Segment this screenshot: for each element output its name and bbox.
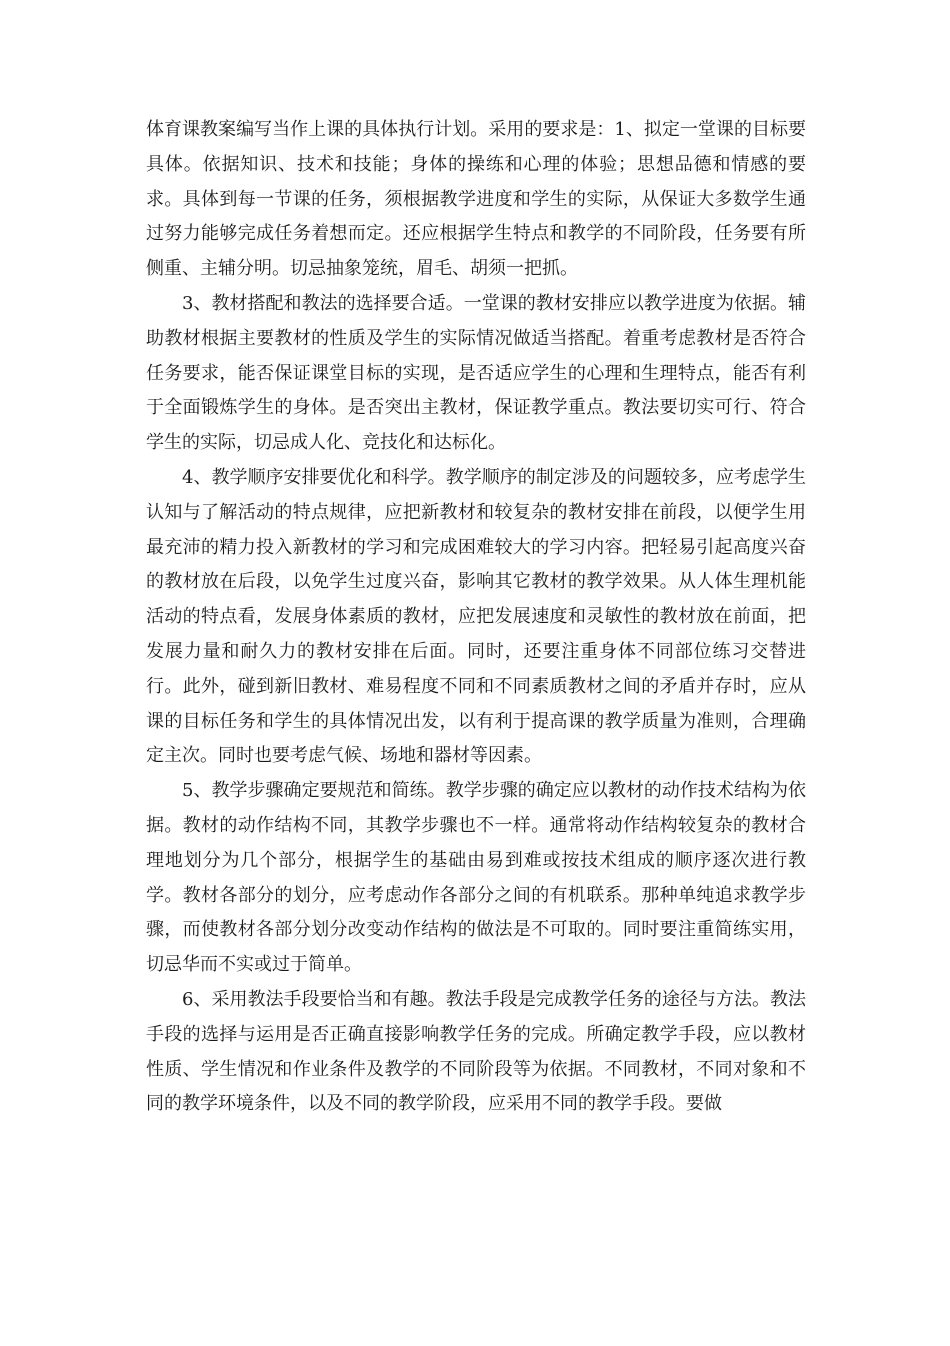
paragraph-teaching-means: 6、采用教法手段要恰当和有趣。教法手段是完成教学任务的途径与方法。教法手段的选择与运用是否正确直接影响教学任务的完成。所确定教学手段，应以教材性质、学生情况和作业条件及教学的不同阶段等为依据。不同教材，不同对象和不同的教学环境条件，以及不同的教学阶段，应采用不同的教学手段。要做 [146, 988, 806, 1115]
paragraph-materials-methods: 3、教材搭配和教法的选择要合适。一堂课的教材安排应以教学进度为依据。辅助教材根据主要教材的性质及学生的实际情况做适当搭配。着重考虑教材是否符合任务要求，能否保证课堂目标的实现，是否适应学生的心理和生理特点，能否有利于全面锻炼学生的身体。是否突出主教材，保证教学重点。教法要切实可行、符合学生的实际，切忌成人化、竞技化和达标化。 [146, 292, 806, 454]
paragraph-teaching-order: 4、教学顺序安排要优化和科学。教学顺序的制定涉及的问题较多，应考虑学生认知与了解活动的特点规律，应把新教材和较复杂的教材安排在前段，以便学生用最充沛的精力投入新教材的学习和完成困难较大的学习内容。把轻易引起高度兴奋的教材放在后段，以免学生过度兴奋，影响其它教材的教学效果。从人体生理机能活动的特点看，发展身体素质的教材，应把发展速度和灵敏性的教材放在前面，把发展力量和耐久力的教材安排在后面。同时，还要注重身体不同部位练习交替进行。此外，碰到新旧教材、难易程度不同和不同素质教材之间的矛盾并存时，应从课的目标任务和学生的具体情况出发，以有利于提高课的教学质量为准则，合理确定主次。同时也要考虑气候、场地和器材等因素。 [146, 466, 806, 767]
document-page [146, 113, 806, 1122]
paragraph-continuation-goals: 体育课教案编写当作上课的具体执行计划。采用的要求是：1、拟定一堂课的目标要具体。依据知识、技术和技能；身体的操练和心理的体验；思想品德和情感的要求。具体到每一节课的任务，须根据教学进度和学生的实际，从保证大多数学生通过努力能够完成任务着想而定。还应根据学生特点和教学的不同阶段，任务要有所侧重、主辅分明。切忌抽象笼统，眉毛、胡须一把抓。 [146, 119, 806, 280]
paragraph-teaching-steps: 5、教学步骤确定要规范和简练。教学步骤的确定应以教材的动作技术结构为依据。教材的动作结构不同，其教学步骤也不一样。通常将动作结构较复杂的教材合理地划分为几个部分，根据学生的基础由易到难或按技术组成的顺序逐次进行教学。教材各部分的划分，应考虑动作各部分之间的有机联系。那种单纯追求教学步骤，而使教材各部分划分改变动作结构的做法是不可取的。同时要注重简练实用，切忌华而不实或过于简单。 [146, 780, 806, 976]
